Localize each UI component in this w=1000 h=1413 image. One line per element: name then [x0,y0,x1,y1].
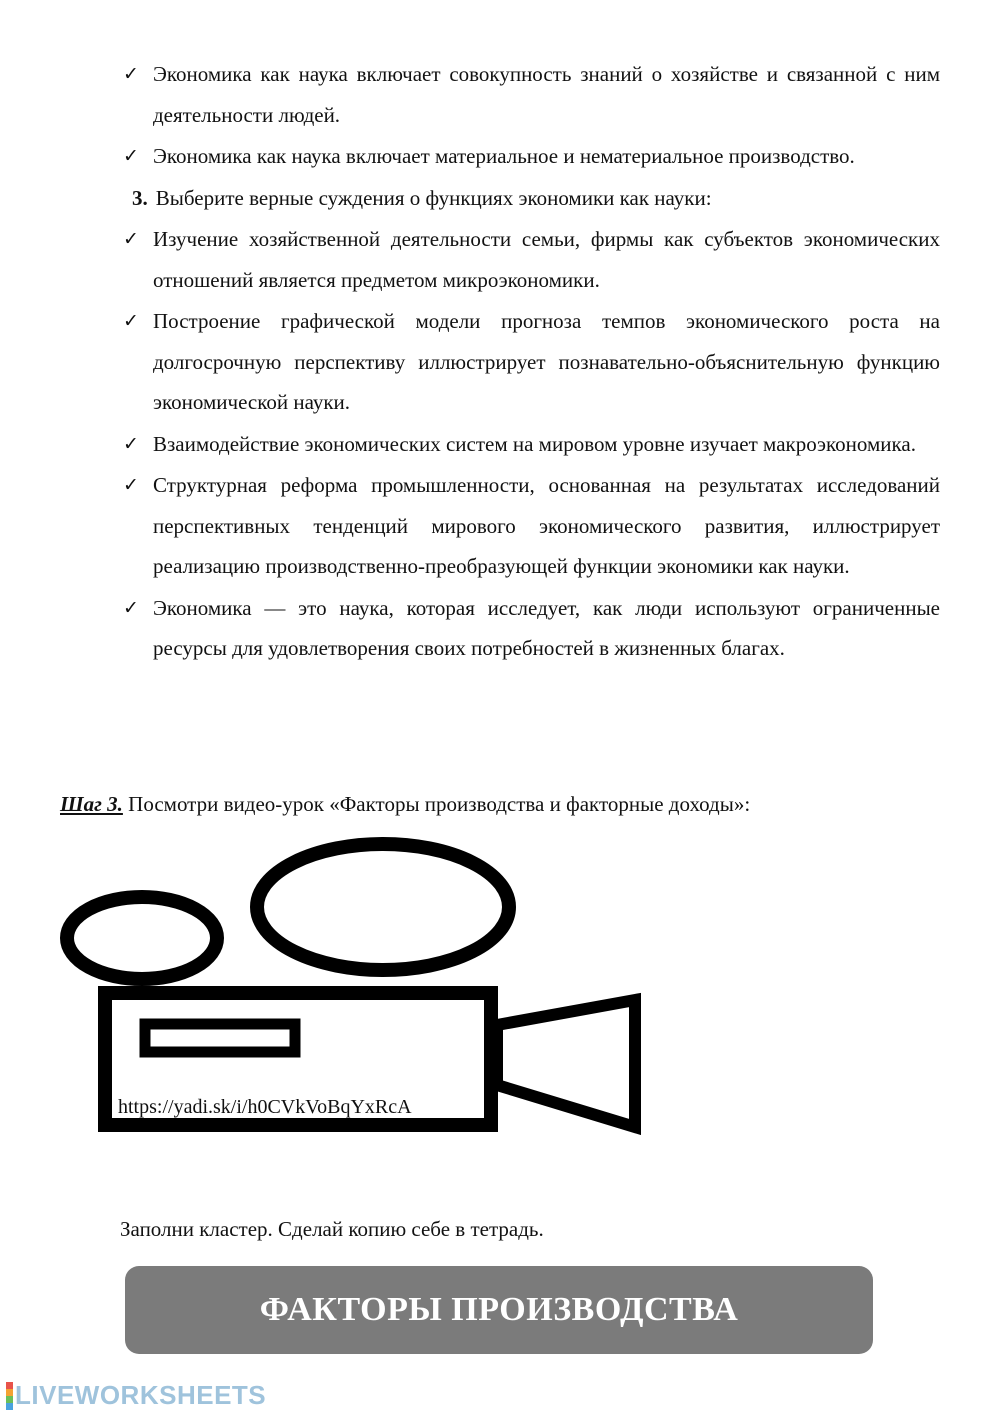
list-item [120,588,940,669]
statement-text: Структурная реформа промышленности, основанная на результатах исследований перспективных тенденций мирового экономического развития, иллюстрирует реализацию производственно-преобразующей функции экономики как науки. [153,473,940,578]
camera-reel-large [257,844,509,970]
camera-reel-small [67,897,217,979]
step-label: Шаг 3. [60,792,123,816]
list-item [120,54,940,135]
statements-list [120,54,940,670]
video-link[interactable]: https://yadi.sk/i/h0CVkVoBqYxRcA [118,1096,412,1118]
cluster-banner [125,1266,873,1354]
question-text: Выберите верные суждения о функциях экономики как науки: [155,185,712,210]
logo-stripe [6,1396,13,1403]
logo-mark-icon [6,1382,13,1410]
list-item [120,424,940,465]
statement-text: Экономика — это наука, которая исследует, как люди используют ограниченные ресурсы для удовлетворения своих потребностей в жизненных благах. [153,595,940,660]
step-text: Посмотри видео-урок «Факторы производства и факторные доходы»: [128,792,751,816]
camera-lens [497,1000,635,1127]
list-item [120,465,940,587]
cluster-title: ФАКТОРЫ ПРОИЗВОДСТВА [259,1291,739,1328]
question-number: 3. [132,185,148,210]
statement-text: Изучение хозяйственной деятельности семьи, фирмы как субъектов экономических отношений является предметом микроэкономики. [153,227,940,292]
checkmark-icon: ✓ [123,228,139,250]
list-item [120,301,940,423]
list-item [120,136,940,177]
liveworksheets-logo[interactable] [6,1380,266,1411]
checkmark-icon: ✓ [123,145,139,167]
logo-stripe [6,1382,13,1389]
logo-text: LIVEWORKSHEETS [15,1380,267,1410]
checkmark-icon: ✓ [123,596,139,619]
statement-text: Экономика как наука включает совокупность знаний о хозяйстве и связанной с ним деятельности людей. [153,62,940,127]
statement-text: Взаимодействие экономических систем на мировом уровне изучает макроэкономика. [153,431,916,456]
camera-slot [145,1024,295,1052]
checkmark-icon: ✓ [123,310,139,332]
statement-text: Построение графической модели прогноза темпов экономического роста на долгосрочную перспективу иллюстрирует познавательно-объяснительную функцию экономической науки. [153,309,940,414]
statement-text: Экономика как наука включает материальное и нематериальное производство. [153,144,855,168]
question-3 [120,178,940,219]
checkmark-icon: ✓ [123,474,139,496]
instruction-text: Заполни кластер. Сделай копию себе в тетрадь. [120,1217,544,1241]
checkmark-icon: ✓ [123,63,139,85]
list-item [120,219,940,300]
logo-stripe [6,1389,13,1396]
logo-stripe [6,1403,13,1410]
checkmark-icon: ✓ [123,432,139,455]
video-camera-icon[interactable] [50,835,650,1135]
step-3-line [60,788,750,820]
